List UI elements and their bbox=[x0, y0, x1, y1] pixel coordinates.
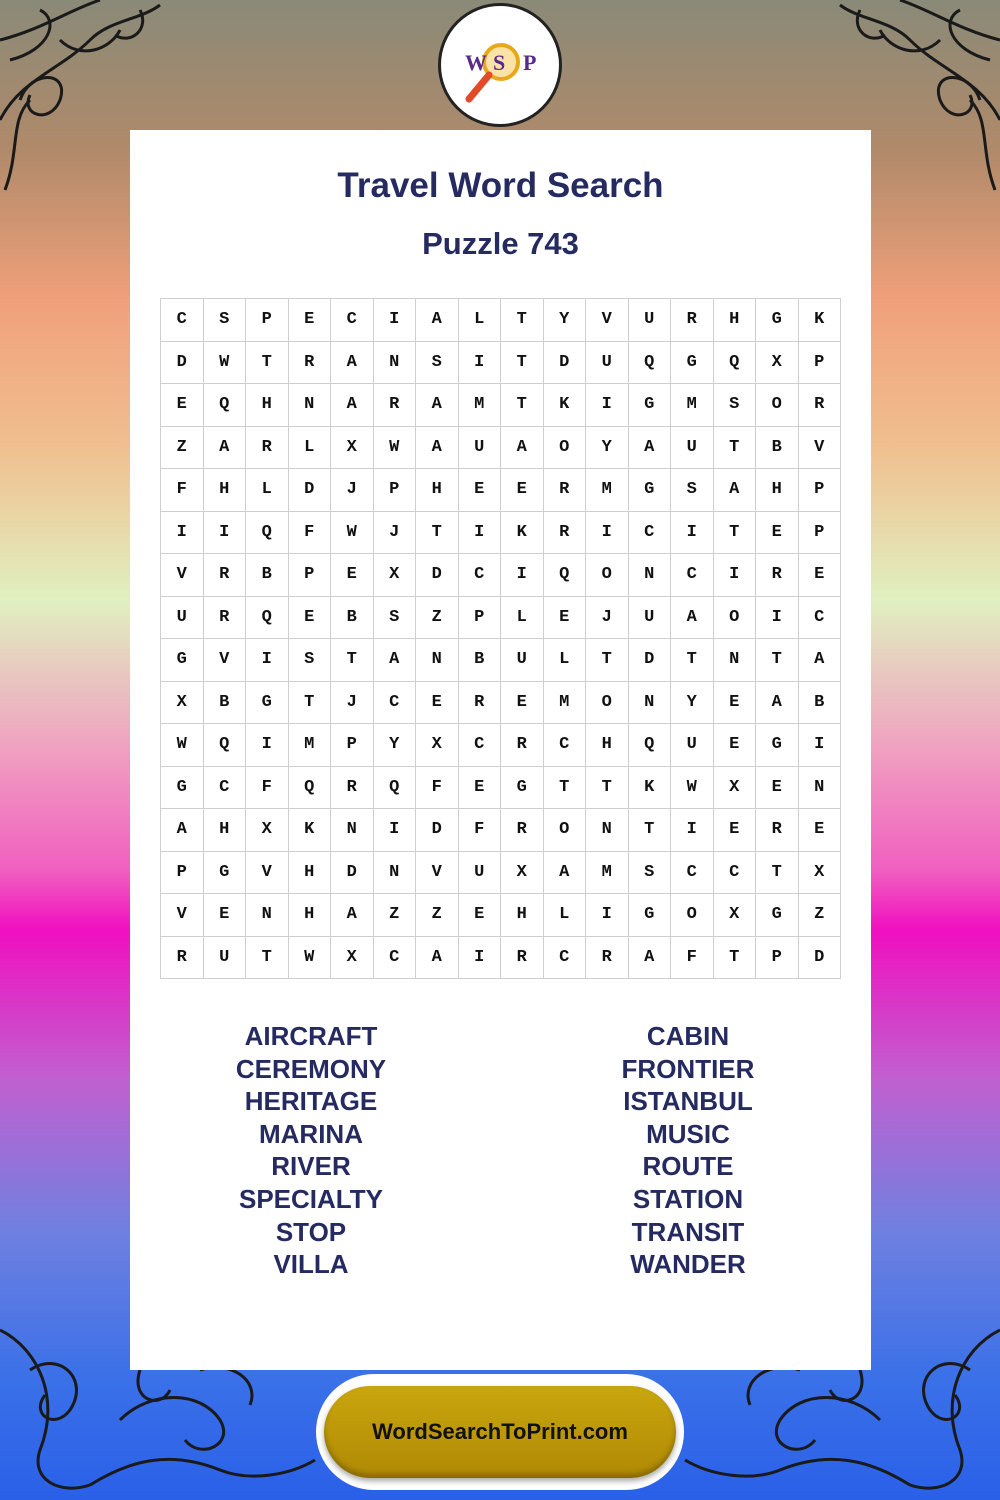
grid-cell[interactable]: F bbox=[416, 767, 459, 810]
grid-cell[interactable]: C bbox=[544, 937, 587, 980]
grid-cell[interactable]: F bbox=[671, 937, 714, 980]
grid-cell[interactable]: N bbox=[289, 384, 332, 427]
grid-cell[interactable]: P bbox=[246, 299, 289, 342]
grid-cell[interactable]: H bbox=[204, 469, 247, 512]
grid-cell[interactable]: T bbox=[586, 767, 629, 810]
grid-cell[interactable]: D bbox=[544, 342, 587, 385]
grid-cell[interactable]: N bbox=[629, 554, 672, 597]
grid-cell[interactable]: Y bbox=[544, 299, 587, 342]
grid-cell[interactable]: Q bbox=[246, 597, 289, 640]
grid-cell[interactable]: R bbox=[501, 724, 544, 767]
grid-cell[interactable]: L bbox=[544, 639, 587, 682]
grid-cell[interactable]: M bbox=[459, 384, 502, 427]
grid-cell[interactable]: P bbox=[374, 469, 417, 512]
grid-cell[interactable]: L bbox=[289, 427, 332, 470]
grid-cell[interactable]: I bbox=[459, 512, 502, 555]
grid-cell[interactable]: R bbox=[756, 554, 799, 597]
grid-cell[interactable]: C bbox=[374, 682, 417, 725]
grid-cell[interactable]: K bbox=[289, 809, 332, 852]
grid-cell[interactable]: K bbox=[501, 512, 544, 555]
grid-cell[interactable]: I bbox=[501, 554, 544, 597]
grid-cell[interactable]: H bbox=[289, 894, 332, 937]
grid-cell[interactable]: E bbox=[204, 894, 247, 937]
grid-cell[interactable]: H bbox=[204, 809, 247, 852]
grid-cell[interactable]: U bbox=[459, 852, 502, 895]
grid-cell[interactable]: E bbox=[416, 682, 459, 725]
grid-cell[interactable]: K bbox=[629, 767, 672, 810]
grid-cell[interactable]: C bbox=[161, 299, 204, 342]
grid-cell[interactable]: C bbox=[204, 767, 247, 810]
grid-cell[interactable]: T bbox=[714, 937, 757, 980]
logo-letter-w: W bbox=[465, 50, 487, 75]
grid-cell[interactable]: I bbox=[459, 342, 502, 385]
grid-cell[interactable]: R bbox=[799, 384, 842, 427]
grid-cell[interactable]: L bbox=[544, 894, 587, 937]
grid-cell[interactable]: C bbox=[714, 852, 757, 895]
grid-cell[interactable]: V bbox=[586, 299, 629, 342]
grid-cell[interactable]: U bbox=[671, 427, 714, 470]
word-list-item: STOP bbox=[275, 1216, 347, 1247]
grid-cell[interactable]: X bbox=[374, 554, 417, 597]
grid-cell[interactable]: N bbox=[416, 639, 459, 682]
grid-cell[interactable]: J bbox=[586, 597, 629, 640]
grid-cell[interactable]: E bbox=[459, 894, 502, 937]
grid-cell[interactable]: E bbox=[501, 469, 544, 512]
grid-cell[interactable]: M bbox=[671, 384, 714, 427]
grid-cell[interactable]: G bbox=[629, 894, 672, 937]
grid-cell[interactable]: Z bbox=[799, 894, 842, 937]
grid-cell[interactable]: A bbox=[416, 427, 459, 470]
grid-cell[interactable]: I bbox=[374, 299, 417, 342]
word-list-item: AIRCRAFT bbox=[244, 1021, 378, 1051]
grid-cell[interactable]: G bbox=[756, 894, 799, 937]
grid-cell[interactable]: D bbox=[331, 852, 374, 895]
grid-cell[interactable]: R bbox=[459, 682, 502, 725]
grid-cell[interactable]: N bbox=[586, 809, 629, 852]
grid-cell[interactable]: V bbox=[799, 427, 842, 470]
grid-cell[interactable]: H bbox=[246, 384, 289, 427]
grid-cell[interactable]: Q bbox=[629, 724, 672, 767]
grid-cell[interactable]: S bbox=[416, 342, 459, 385]
word-list-item: FRONTIER bbox=[621, 1053, 755, 1084]
grid-cell[interactable]: Q bbox=[714, 342, 757, 385]
grid-cell[interactable]: I bbox=[586, 512, 629, 555]
grid-cell[interactable]: E bbox=[756, 512, 799, 555]
grid-cell[interactable]: U bbox=[629, 299, 672, 342]
grid-cell[interactable]: U bbox=[586, 342, 629, 385]
grid-cell[interactable]: D bbox=[161, 342, 204, 385]
grid-cell[interactable]: W bbox=[204, 342, 247, 385]
grid-cell[interactable]: S bbox=[204, 299, 247, 342]
grid-cell[interactable]: R bbox=[501, 809, 544, 852]
grid-cell[interactable]: A bbox=[374, 639, 417, 682]
grid-cell[interactable]: T bbox=[544, 767, 587, 810]
grid-cell[interactable]: A bbox=[799, 639, 842, 682]
grid-cell[interactable]: E bbox=[714, 724, 757, 767]
grid-cell[interactable]: X bbox=[331, 427, 374, 470]
grid-cell[interactable]: X bbox=[331, 937, 374, 980]
grid-cell[interactable]: F bbox=[246, 767, 289, 810]
grid-cell[interactable]: G bbox=[501, 767, 544, 810]
grid-cell[interactable]: E bbox=[756, 767, 799, 810]
grid-cell[interactable]: H bbox=[586, 724, 629, 767]
grid-cell[interactable]: U bbox=[501, 639, 544, 682]
grid-cell[interactable]: Q bbox=[204, 384, 247, 427]
word-list-item: ROUTE bbox=[642, 1151, 734, 1182]
grid-cell[interactable]: O bbox=[756, 384, 799, 427]
grid-cell[interactable]: Q bbox=[544, 554, 587, 597]
grid-cell[interactable]: C bbox=[671, 554, 714, 597]
grid-cell[interactable]: G bbox=[756, 299, 799, 342]
grid-cell[interactable]: V bbox=[416, 852, 459, 895]
grid-cell[interactable]: A bbox=[331, 342, 374, 385]
grid-cell[interactable]: L bbox=[501, 597, 544, 640]
grid-cell[interactable]: A bbox=[331, 894, 374, 937]
grid-cell[interactable]: L bbox=[246, 469, 289, 512]
grid-cell[interactable]: U bbox=[161, 597, 204, 640]
grid-cell[interactable]: I bbox=[714, 554, 757, 597]
word-list-item: MUSIC bbox=[646, 1118, 730, 1149]
word-list-right bbox=[538, 1020, 838, 1281]
grid-cell[interactable]: S bbox=[671, 469, 714, 512]
page-title: Travel Word Search bbox=[337, 166, 664, 205]
grid-cell[interactable]: D bbox=[289, 469, 332, 512]
grid-cell[interactable]: S bbox=[714, 384, 757, 427]
word-list-item: STATION bbox=[632, 1183, 744, 1214]
grid-cell[interactable]: X bbox=[714, 767, 757, 810]
grid-cell[interactable]: U bbox=[671, 724, 714, 767]
grid-cell[interactable]: T bbox=[714, 512, 757, 555]
grid-cell[interactable]: A bbox=[714, 469, 757, 512]
grid-cell[interactable]: R bbox=[289, 342, 332, 385]
word-list-item: CABIN bbox=[646, 1021, 730, 1051]
grid-cell[interactable]: E bbox=[459, 469, 502, 512]
grid-cell[interactable]: T bbox=[246, 342, 289, 385]
grid-cell[interactable]: B bbox=[331, 597, 374, 640]
grid-cell[interactable]: A bbox=[416, 384, 459, 427]
grid-cell[interactable]: I bbox=[374, 809, 417, 852]
grid-cell[interactable]: M bbox=[544, 682, 587, 725]
grid-cell[interactable]: P bbox=[161, 852, 204, 895]
grid-cell[interactable]: T bbox=[331, 639, 374, 682]
grid-cell[interactable]: G bbox=[756, 724, 799, 767]
grid-cell[interactable]: R bbox=[671, 299, 714, 342]
word-list-item: VILLA bbox=[273, 1249, 349, 1280]
grid-cell[interactable]: P bbox=[756, 937, 799, 980]
grid-cell[interactable]: T bbox=[756, 639, 799, 682]
grid-cell[interactable]: O bbox=[586, 682, 629, 725]
grid-cell[interactable]: H bbox=[501, 894, 544, 937]
grid-cell[interactable]: U bbox=[629, 597, 672, 640]
grid-cell[interactable]: G bbox=[161, 767, 204, 810]
grid-cell[interactable]: N bbox=[246, 894, 289, 937]
grid-cell[interactable]: X bbox=[246, 809, 289, 852]
grid-cell[interactable]: B bbox=[756, 427, 799, 470]
grid-cell[interactable]: I bbox=[799, 724, 842, 767]
grid-cell[interactable]: K bbox=[799, 299, 842, 342]
grid-cell[interactable]: G bbox=[629, 384, 672, 427]
grid-cell[interactable]: Z bbox=[416, 894, 459, 937]
grid-cell[interactable]: T bbox=[714, 427, 757, 470]
grid-cell[interactable]: O bbox=[544, 809, 587, 852]
grid-cell[interactable]: C bbox=[331, 299, 374, 342]
grid-cell[interactable]: Z bbox=[416, 597, 459, 640]
grid-cell[interactable]: C bbox=[459, 724, 502, 767]
grid-cell[interactable]: E bbox=[161, 384, 204, 427]
grid-cell[interactable]: I bbox=[671, 512, 714, 555]
grid-cell[interactable]: P bbox=[799, 342, 842, 385]
grid-cell[interactable]: R bbox=[331, 767, 374, 810]
grid-cell[interactable]: A bbox=[331, 384, 374, 427]
grid-cell[interactable]: E bbox=[799, 554, 842, 597]
grid-cell[interactable]: D bbox=[799, 937, 842, 980]
word-list-item: CEREMONY bbox=[235, 1053, 387, 1084]
grid-cell[interactable]: E bbox=[501, 682, 544, 725]
grid-cell[interactable]: F bbox=[459, 809, 502, 852]
grid-cell[interactable]: S bbox=[289, 639, 332, 682]
grid-cell[interactable]: S bbox=[629, 852, 672, 895]
grid-cell[interactable]: E bbox=[799, 809, 842, 852]
puzzle-card bbox=[130, 130, 871, 1370]
grid-cell[interactable]: Q bbox=[374, 767, 417, 810]
grid-cell[interactable]: E bbox=[714, 682, 757, 725]
grid-cell[interactable]: A bbox=[629, 937, 672, 980]
grid-cell[interactable]: K bbox=[544, 384, 587, 427]
grid-cell[interactable]: V bbox=[204, 639, 247, 682]
word-list-item: HERITAGE bbox=[244, 1086, 378, 1117]
grid-cell[interactable]: R bbox=[246, 427, 289, 470]
grid-cell[interactable]: I bbox=[246, 639, 289, 682]
grid-cell[interactable]: X bbox=[799, 852, 842, 895]
grid-cell[interactable]: P bbox=[289, 554, 332, 597]
grid-cell[interactable]: V bbox=[161, 554, 204, 597]
grid-cell[interactable]: Y bbox=[671, 682, 714, 725]
grid-cell[interactable]: G bbox=[161, 639, 204, 682]
grid-cell[interactable]: Q bbox=[629, 342, 672, 385]
grid-cell[interactable]: H bbox=[289, 852, 332, 895]
grid-cell[interactable]: A bbox=[416, 937, 459, 980]
grid-cell[interactable]: C bbox=[374, 937, 417, 980]
grid-cell[interactable]: T bbox=[501, 384, 544, 427]
grid-cell[interactable]: B bbox=[246, 554, 289, 597]
grid-cell[interactable]: B bbox=[204, 682, 247, 725]
logo-letter-s: S bbox=[493, 50, 506, 75]
grid-cell[interactable]: N bbox=[331, 809, 374, 852]
grid-cell[interactable]: G bbox=[246, 682, 289, 725]
word-list-item: SPECIALTY bbox=[239, 1183, 383, 1214]
grid-cell[interactable]: F bbox=[161, 469, 204, 512]
grid-cell[interactable]: C bbox=[799, 597, 842, 640]
grid-cell[interactable]: R bbox=[204, 597, 247, 640]
grid-cell[interactable]: A bbox=[501, 427, 544, 470]
grid-cell[interactable]: G bbox=[204, 852, 247, 895]
grid-cell[interactable]: M bbox=[289, 724, 332, 767]
grid-cell[interactable]: A bbox=[544, 852, 587, 895]
grid-cell[interactable]: E bbox=[289, 597, 332, 640]
grid-cell[interactable]: U bbox=[204, 937, 247, 980]
grid-cell[interactable]: V bbox=[161, 894, 204, 937]
grid-cell[interactable]: X bbox=[161, 682, 204, 725]
grid-cell[interactable]: E bbox=[331, 554, 374, 597]
grid-cell[interactable]: R bbox=[544, 512, 587, 555]
grid-cell[interactable]: E bbox=[714, 809, 757, 852]
word-list-item: ISTANBUL bbox=[623, 1086, 753, 1117]
grid-cell[interactable]: N bbox=[799, 767, 842, 810]
grid-cell[interactable]: I bbox=[204, 512, 247, 555]
grid-cell[interactable]: U bbox=[459, 427, 502, 470]
word-list-item: TRANSIT bbox=[631, 1216, 745, 1247]
grid-cell[interactable]: A bbox=[416, 299, 459, 342]
grid-cell[interactable]: I bbox=[756, 597, 799, 640]
grid-cell[interactable]: P bbox=[799, 512, 842, 555]
grid-cell[interactable]: X bbox=[756, 342, 799, 385]
grid-cell[interactable]: I bbox=[246, 724, 289, 767]
grid-cell[interactable]: T bbox=[671, 639, 714, 682]
grid-cell[interactable]: R bbox=[374, 384, 417, 427]
grid-cell[interactable]: I bbox=[161, 512, 204, 555]
letter-grid bbox=[160, 298, 841, 979]
grid-cell[interactable]: X bbox=[416, 724, 459, 767]
footer-badge bbox=[316, 1374, 684, 1490]
grid-cell[interactable]: O bbox=[671, 894, 714, 937]
grid-cell[interactable]: B bbox=[459, 639, 502, 682]
grid-cell[interactable]: J bbox=[331, 682, 374, 725]
word-list-left bbox=[161, 1020, 461, 1281]
grid-cell[interactable]: E bbox=[289, 299, 332, 342]
word-list-item: RIVER bbox=[271, 1151, 351, 1182]
grid-cell[interactable]: P bbox=[331, 724, 374, 767]
grid-cell[interactable]: T bbox=[629, 809, 672, 852]
grid-cell[interactable]: R bbox=[544, 469, 587, 512]
grid-cell[interactable]: M bbox=[586, 852, 629, 895]
grid-cell[interactable]: E bbox=[544, 597, 587, 640]
grid-cell[interactable]: T bbox=[756, 852, 799, 895]
grid-cell[interactable]: P bbox=[459, 597, 502, 640]
grid-cell[interactable]: I bbox=[586, 894, 629, 937]
grid-cell[interactable]: H bbox=[756, 469, 799, 512]
grid-cell[interactable]: Z bbox=[161, 427, 204, 470]
grid-cell[interactable]: W bbox=[161, 724, 204, 767]
grid-cell[interactable]: C bbox=[671, 852, 714, 895]
grid-cell[interactable]: R bbox=[756, 809, 799, 852]
grid-cell[interactable]: O bbox=[586, 554, 629, 597]
grid-cell[interactable]: G bbox=[629, 469, 672, 512]
grid-cell[interactable]: Y bbox=[374, 724, 417, 767]
grid-cell[interactable]: A bbox=[671, 597, 714, 640]
grid-cell[interactable]: A bbox=[629, 427, 672, 470]
grid-cell[interactable]: Y bbox=[586, 427, 629, 470]
grid-cell[interactable]: Q bbox=[246, 512, 289, 555]
grid-cell[interactable]: S bbox=[374, 597, 417, 640]
grid-cell[interactable]: T bbox=[501, 299, 544, 342]
grid-cell[interactable]: I bbox=[459, 937, 502, 980]
grid-cell[interactable]: B bbox=[799, 682, 842, 725]
grid-cell[interactable]: A bbox=[756, 682, 799, 725]
grid-cell[interactable]: T bbox=[586, 639, 629, 682]
grid-cell[interactable]: A bbox=[204, 427, 247, 470]
grid-cell[interactable]: V bbox=[246, 852, 289, 895]
grid-cell[interactable]: R bbox=[501, 937, 544, 980]
grid-cell[interactable]: R bbox=[204, 554, 247, 597]
puzzle-number: Puzzle 743 bbox=[422, 226, 579, 261]
grid-cell[interactable]: C bbox=[544, 724, 587, 767]
grid-cell[interactable]: N bbox=[629, 682, 672, 725]
grid-cell[interactable]: Q bbox=[204, 724, 247, 767]
grid-cell[interactable]: N bbox=[714, 639, 757, 682]
grid-cell[interactable]: I bbox=[586, 384, 629, 427]
grid-cell[interactable]: J bbox=[331, 469, 374, 512]
grid-cell[interactable]: G bbox=[671, 342, 714, 385]
grid-cell[interactable]: O bbox=[714, 597, 757, 640]
grid-cell[interactable]: X bbox=[714, 894, 757, 937]
site-logo[interactable] bbox=[438, 3, 562, 127]
grid-cell[interactable]: W bbox=[374, 427, 417, 470]
grid-cell[interactable]: A bbox=[161, 809, 204, 852]
grid-cell[interactable]: H bbox=[714, 299, 757, 342]
grid-cell[interactable]: Q bbox=[289, 767, 332, 810]
grid-cell[interactable]: D bbox=[416, 809, 459, 852]
grid-cell[interactable]: M bbox=[586, 469, 629, 512]
grid-cell[interactable]: T bbox=[289, 682, 332, 725]
magnifier-icon bbox=[441, 6, 559, 124]
grid-cell[interactable]: R bbox=[586, 937, 629, 980]
grid-cell[interactable]: F bbox=[289, 512, 332, 555]
grid-cell[interactable]: X bbox=[501, 852, 544, 895]
word-list-item: WANDER bbox=[630, 1249, 746, 1280]
grid-cell[interactable]: D bbox=[416, 554, 459, 597]
word-list-item: MARINA bbox=[259, 1118, 363, 1149]
grid-cell[interactable]: H bbox=[416, 469, 459, 512]
grid-cell[interactable]: T bbox=[501, 342, 544, 385]
grid-cell[interactable]: W bbox=[331, 512, 374, 555]
site-link-button[interactable]: WordSearchToPrint.com bbox=[324, 1386, 676, 1478]
grid-cell[interactable]: T bbox=[246, 937, 289, 980]
grid-cell[interactable]: C bbox=[629, 512, 672, 555]
grid-cell[interactable]: T bbox=[416, 512, 459, 555]
grid-cell[interactable]: R bbox=[161, 937, 204, 980]
grid-cell[interactable]: C bbox=[459, 554, 502, 597]
grid-cell[interactable]: J bbox=[374, 512, 417, 555]
grid-cell[interactable]: E bbox=[459, 767, 502, 810]
grid-cell[interactable]: L bbox=[459, 299, 502, 342]
grid-cell[interactable]: P bbox=[799, 469, 842, 512]
grid-cell[interactable]: W bbox=[289, 937, 332, 980]
grid-cell[interactable]: N bbox=[374, 342, 417, 385]
grid-cell[interactable]: N bbox=[374, 852, 417, 895]
grid-cell[interactable]: O bbox=[544, 427, 587, 470]
logo-letter-p: P bbox=[523, 50, 537, 75]
grid-cell[interactable]: D bbox=[629, 639, 672, 682]
grid-cell[interactable]: Z bbox=[374, 894, 417, 937]
grid-cell[interactable]: W bbox=[671, 767, 714, 810]
grid-cell[interactable]: I bbox=[671, 809, 714, 852]
